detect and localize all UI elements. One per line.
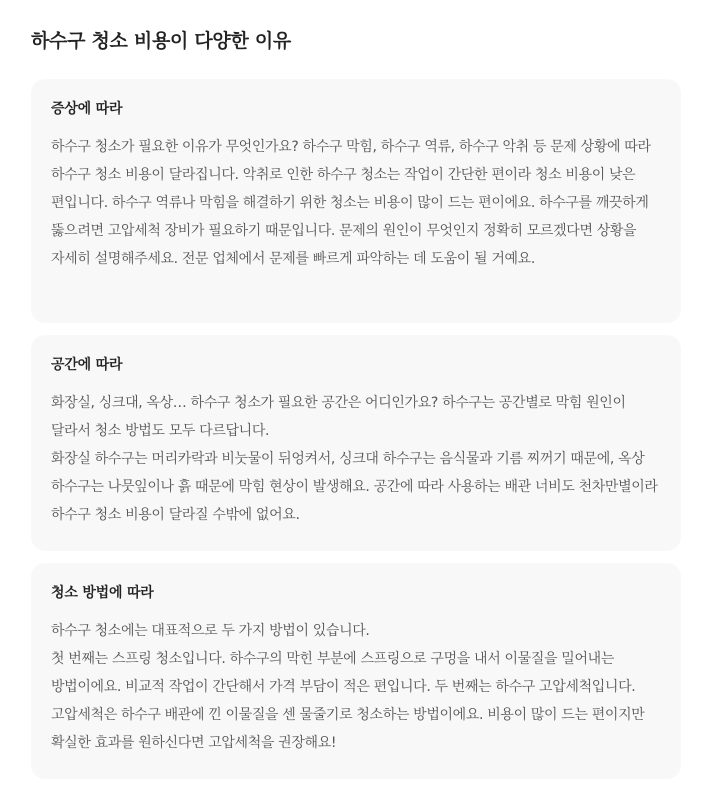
- section-paragraph: 첫 번째는 스프링 청소입니다. 하수구의 막힌 부분에 스프링으로 구멍을 내서 이물질을 밀어내는 방법이에요. 비교적 작업이 간단해서 가격 부담이 적은 편입니다. 두 번째는 하수구 고압세척입니다. 고압세척은 하수구 배관에 낀 이물질을 센 물줄기로 청소하는 방법이에요. 비용이 많이 드는 편이지만 확실한 효과를 원하신다면 고압세척을 권장해요!: [51, 651, 645, 751]
- section-card-method: [31, 563, 681, 779]
- section-paragraph: 하수구 청소에는 대표적으로 두 가지 방법이 있습니다.: [51, 623, 370, 639]
- section-heading: 청소 방법에 따라: [51, 585, 154, 601]
- page-title: 하수구 청소 비용이 다양한 이유: [31, 30, 291, 52]
- section-paragraph: 화장실, 싱크대, 옥상… 하수구 청소가 필요한 공간은 어디인가요? 하수구는 공간별로 막힘 원인이 달라서 청소 방법도 모두 다르답니다.: [51, 395, 626, 439]
- section-card-space: [31, 335, 681, 551]
- section-paragraph: 화장실 하수구는 머리카락과 비눗물이 뒤엉켜서, 싱크대 하수구는 음식물과 기름 찌꺼기 때문에, 옥상 하수구는 나뭇잎이나 흙 때문에 막힘 현상이 발생해요. 공간에 따라 사용하는 배관 너비도 천차만별이라 하수구 청소 비용이 달라질 수밖에 없어요.: [51, 451, 658, 523]
- section-heading: 증상에 따라: [51, 101, 123, 117]
- section-body: [51, 617, 661, 757]
- section-card-symptoms: [31, 79, 681, 323]
- section-body: [51, 389, 661, 529]
- section-heading: 공간에 따라: [51, 357, 123, 373]
- section-body: [51, 133, 661, 273]
- section-paragraph: 하수구 청소가 필요한 이유가 무엇인가요? 하수구 막힘, 하수구 역류, 하수구 악취 등 문제 상황에 따라 하수구 청소 비용이 달라집니다. 악취로 인한 하수구 청소는 작업이 간단한 편이라 청소 비용이 낮은 편입니다. 하수구 역류나 막힘을 해결하기 위한 청소는 비용이 많이 드는 편이에요. 하수구를 깨끗하게 뚫으려면 고압세척 장비가 필요하기 때문입니다. 문제의 원인이 무엇인지 정확히 모르겠다면 상황을 자세히 설명해주세요. 전문 업체에서 문제를 빠르게 파악하는 데 도움이 될 거예요.: [51, 139, 651, 267]
